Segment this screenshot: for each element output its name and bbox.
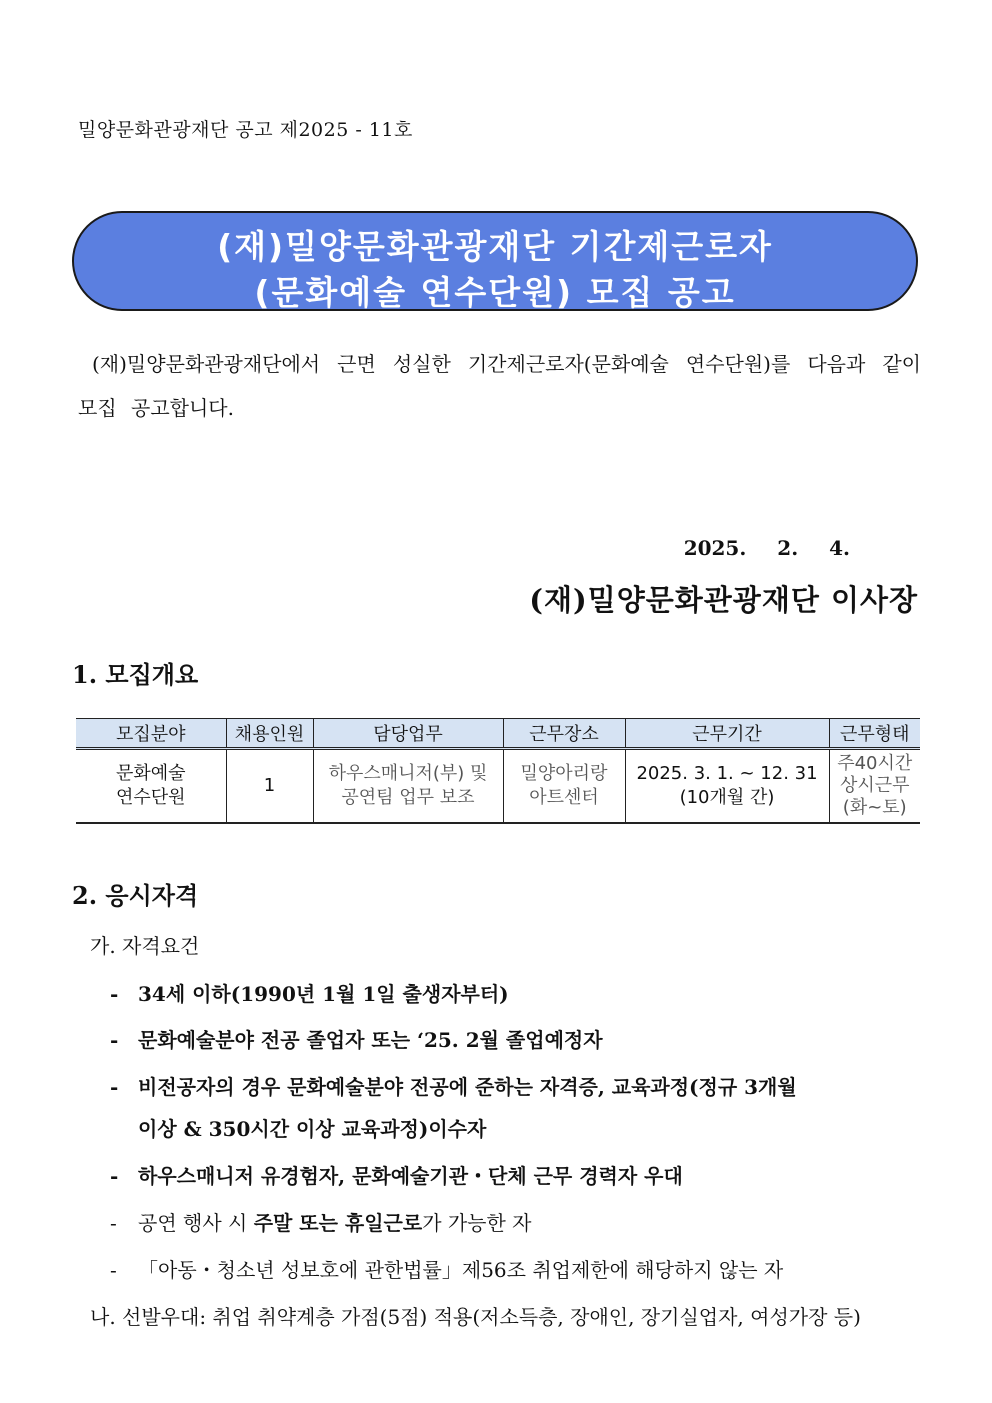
cell-period bbox=[625, 749, 829, 824]
notice-number: 밀양문화관광재단 공고 제2025 - 11호 bbox=[78, 119, 413, 141]
cell-field-line-1: 문화예술 bbox=[115, 763, 186, 784]
cell-place-line-1: 밀양아리랑 bbox=[520, 763, 608, 784]
header-count: 채용인원 bbox=[226, 719, 313, 749]
header-period: 근무기간 bbox=[625, 719, 829, 749]
header-place: 근무장소 bbox=[503, 719, 625, 749]
list-item: - 문화예술분야 전공 졸업자 또는 ‘25. 2월 졸업예정자 bbox=[110, 1028, 603, 1052]
table-row bbox=[76, 749, 920, 824]
list-item: - 공연 행사 시 주말 또는 휴일근로가 가능한 자 bbox=[110, 1211, 532, 1235]
cell-duty-line-1: 하우스매니저(부) 및 bbox=[328, 763, 488, 784]
preference-subheading: 나. 선발우대: 취업 취약계층 가점(5점) 적용(저소득층, 장애인, 장기실업자, 여성가장 등) bbox=[90, 1305, 861, 1329]
list-item: - 하우스매니저 유경험자, 문화예술기관・단체 근무 경력자 우대 bbox=[110, 1164, 683, 1188]
qualification-subheading: 가. 자격요건 bbox=[90, 934, 200, 958]
cell-place bbox=[503, 749, 625, 824]
title-banner bbox=[72, 211, 918, 311]
section-1-heading: 1. 모집개요 bbox=[72, 660, 199, 689]
cell-place-line-2: 아트센터 bbox=[529, 787, 599, 808]
cell-period-line-2: (10개월 간) bbox=[679, 787, 775, 808]
cell-field bbox=[76, 749, 226, 824]
cell-type-line-2: 상시근무 bbox=[839, 775, 910, 796]
title-line-2: (문화예술 연수단원) 모집 공고 bbox=[254, 273, 736, 312]
list-item-continuation: 이상 & 350시간 이상 교육과정)이수자 bbox=[138, 1117, 487, 1141]
table-header-row bbox=[76, 719, 920, 749]
cell-count: 1 bbox=[226, 749, 313, 824]
list-item: - 비전공자의 경우 문화예술분야 전공에 준하는 자격증, 교육과정(정규 3개월 bbox=[110, 1075, 797, 1099]
header-type: 근무형태 bbox=[829, 719, 920, 749]
section-2-heading: 2. 응시자격 bbox=[72, 881, 199, 910]
signature: (재)밀양문화관광재단 이사장 bbox=[529, 583, 918, 617]
list-item: - 「아동・청소년 성보호에 관한법률」제56조 취업제한에 해당하지 않는 자 bbox=[110, 1258, 784, 1282]
list-item: - 34세 이하(1990년 1월 1일 출생자부터) bbox=[110, 982, 509, 1006]
intro-paragraph: (재)밀양문화관광재단에서 근면 성실한 기간제근로자(문화예술 연수단원)를 다음과 같이 모집 공고합니다. bbox=[78, 352, 921, 420]
title-line-1: (재)밀양문화관광재단 기간제근로자 bbox=[217, 227, 773, 266]
cell-duty bbox=[313, 749, 503, 824]
cell-period-line-1: 2025. 3. 1. ~ 12. 31 bbox=[636, 763, 818, 784]
announcement-date: 2025. 2. 4. bbox=[683, 536, 850, 560]
header-duty: 담당업무 bbox=[313, 719, 503, 749]
recruitment-table bbox=[76, 718, 920, 824]
cell-duty-line-2: 공연팀 업무 보조 bbox=[341, 787, 475, 808]
cell-type bbox=[829, 749, 920, 824]
cell-type-line-1: 주40시간 bbox=[837, 753, 913, 774]
cell-field-line-2: 연수단원 bbox=[115, 787, 186, 808]
header-field: 모집분야 bbox=[76, 719, 226, 749]
cell-type-line-3: (화~토) bbox=[842, 797, 907, 818]
